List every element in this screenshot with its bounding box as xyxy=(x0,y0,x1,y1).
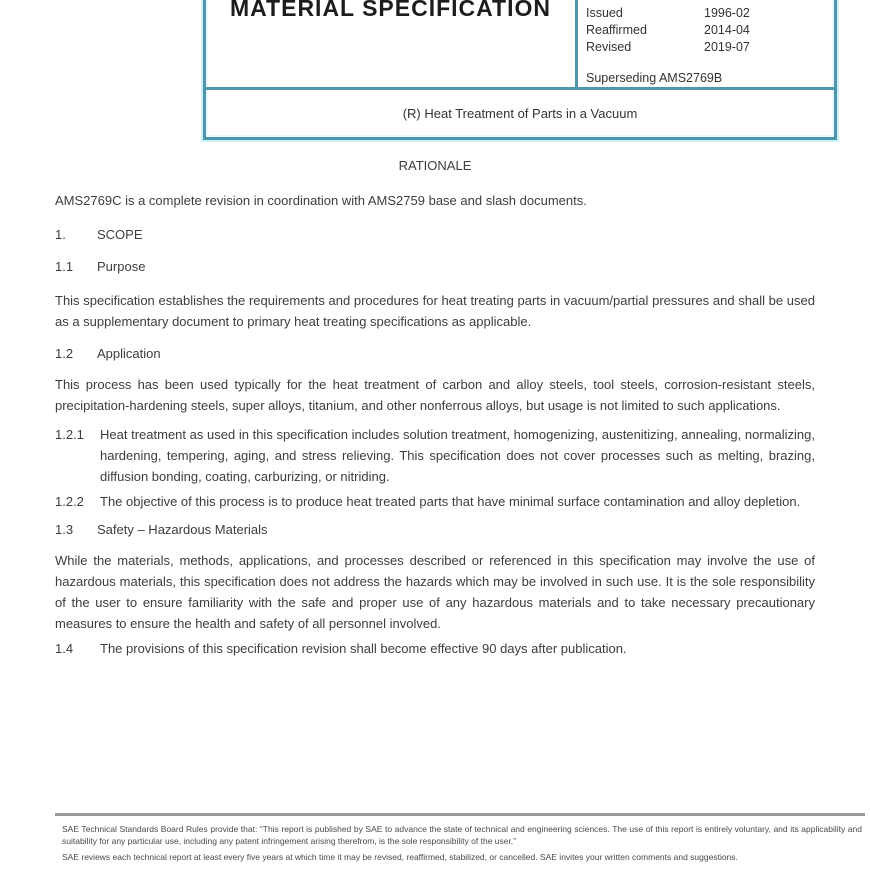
section-title: Safety – Hazardous Materials xyxy=(97,522,268,537)
safety-paragraph: While the materials, methods, applications, and processes described or referenced in this specification may involve the use of hazardous materials, this specification does not address the hazards which may be involved in such use. It is the sole responsibility of the user to ensure familiarity with the safe and proper use of any hazardous materials and to take necessary precautionary measures to ensure the health and safety of all personnel involved. xyxy=(55,553,815,631)
numbered-paragraph-122 xyxy=(55,491,815,512)
section-number: 1.2 xyxy=(55,346,74,361)
issued-row xyxy=(586,5,828,22)
section-number: 1.3 xyxy=(55,522,74,537)
paragraph-number: 1.2.2 xyxy=(55,494,84,509)
document-header-table xyxy=(203,0,837,140)
rationale-paragraph: AMS2769C is a complete revision in coordination with AMS2759 base and slash documents. xyxy=(55,193,587,208)
rationale-heading: RATIONALE xyxy=(398,158,472,173)
document-subject-row xyxy=(206,87,834,137)
section-heading-scope xyxy=(55,224,815,245)
document-body xyxy=(55,146,815,659)
application-paragraph: This process has been used typically for the heat treatment of carbon and alloy steels, tool steels, corrosion-resistant steels, precipitation-hardening steels, super alloys, titanium, and other nonferrous alloys, but usage is not limited to such applications. xyxy=(55,377,815,413)
footer-disclaimer-1: SAE Technical Standards Board Rules provide that: “This report is published by SAE to advance the state of technical and engineering sciences. The use of this report is entirely voluntary, and its applicability and suitability for any particular use, including any patent infringement arising therefrom, is the sole responsibility of the user.” xyxy=(62,824,862,846)
paragraph-number: 1.2.1 xyxy=(55,427,84,442)
revised-date: 2019-07 xyxy=(704,40,750,54)
paragraph-text: Heat treatment as used in this specification includes solution treatment, homogenizing, austenitizing, annealing, normalizing, hardening, tempering, aging, and stress relieving. This specification does not cover processes such as melting, brazing, diffusion bonding, coating, carburizing, or nitriding. xyxy=(100,427,815,484)
header-title-row xyxy=(206,0,834,87)
section-title: Application xyxy=(97,346,161,361)
spec-title: MATERIAL SPECIFICATION xyxy=(230,0,551,21)
revised-label: Revised xyxy=(586,40,632,54)
section-number: 1. xyxy=(55,227,66,242)
issued-date: 1996-02 xyxy=(704,6,750,20)
paragraph-text: The provisions of this specification revision shall become effective 90 days after publication. xyxy=(100,641,627,656)
reaffirmed-date: 2014-04 xyxy=(704,23,750,37)
numbered-paragraph-14 xyxy=(55,638,815,659)
section-title: SCOPE xyxy=(97,227,143,242)
section-heading-purpose xyxy=(55,256,815,277)
issued-label: Issued xyxy=(586,6,623,20)
section-title: Purpose xyxy=(97,259,146,274)
revision-dates-cell xyxy=(578,0,834,87)
section-heading-safety xyxy=(55,519,815,540)
spec-title-cell xyxy=(206,0,578,87)
reaffirmed-label: Reaffirmed xyxy=(586,23,647,37)
superseding-note: Superseding AMS2769B xyxy=(586,71,723,85)
revised-row xyxy=(586,39,828,56)
paragraph-text: The objective of this process is to produce heat treated parts that have minimal surface contamination and alloy depletion. xyxy=(100,494,801,509)
purpose-paragraph: This specification establishes the requirements and procedures for heat treating parts in vacuum/partial pressures and shall be used as a supplementary document to primary heat treating specifications as applicable. xyxy=(55,293,815,329)
section-heading-application xyxy=(55,343,815,364)
document-subject: (R) Heat Treatment of Parts in a Vacuum xyxy=(402,106,638,121)
footer-divider xyxy=(55,813,865,816)
numbered-paragraph-121 xyxy=(55,424,815,487)
paragraph-number: 1.4 xyxy=(55,641,74,656)
reaffirmed-row xyxy=(586,22,828,39)
section-number: 1.1 xyxy=(55,259,74,274)
footer-disclaimer-2: SAE reviews each technical report at least every five years at which time it may be revised, reaffirmed, stabilized, or cancelled. SAE invites your written comments and suggestions. xyxy=(62,852,738,862)
